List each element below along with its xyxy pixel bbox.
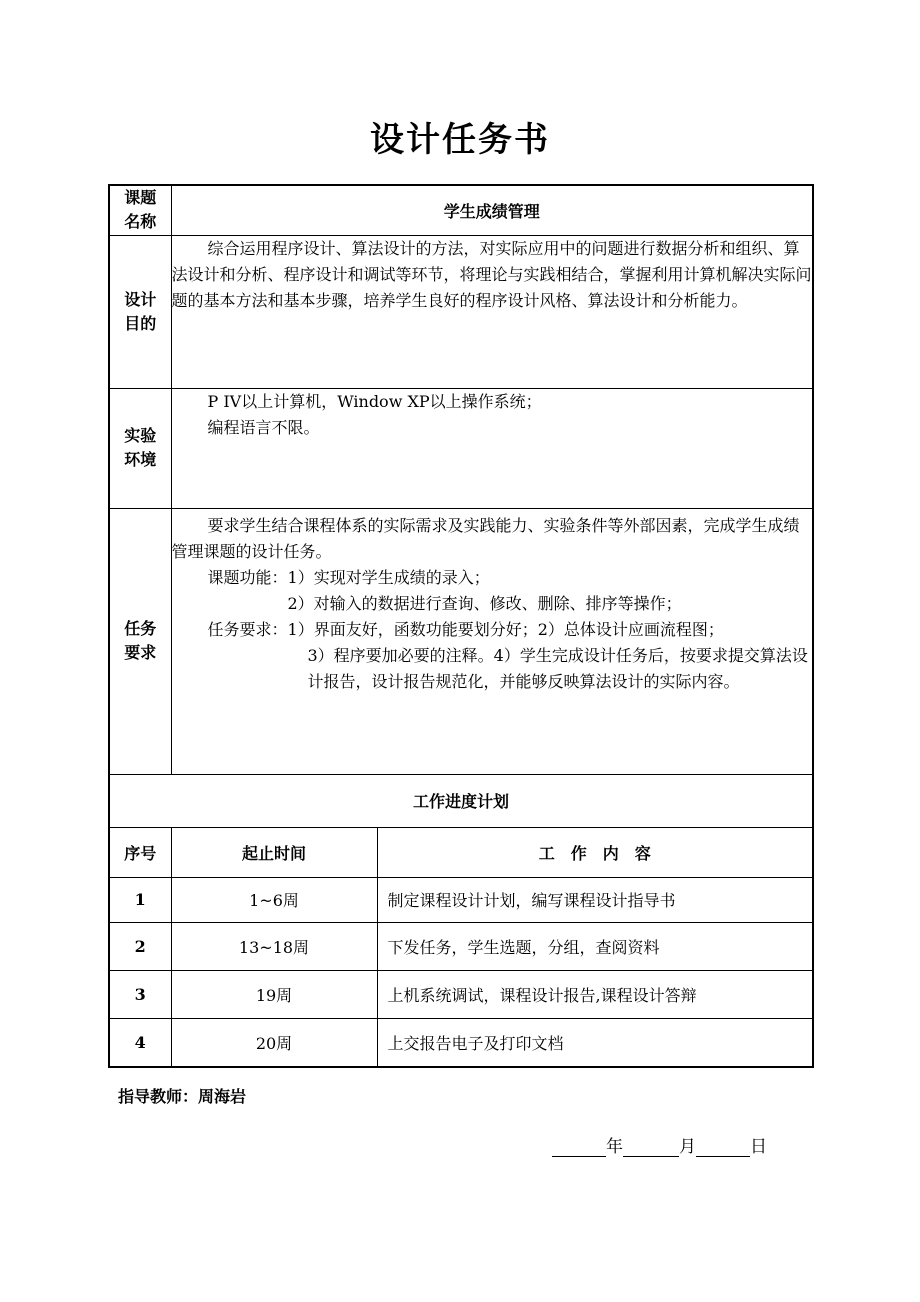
row-no: 3 (109, 970, 171, 1018)
topic-row (109, 185, 813, 235)
page-title: 设计任务书 (370, 120, 550, 160)
table-row (109, 1018, 813, 1067)
purpose-label: 设计目的 (124, 289, 157, 333)
purpose-row (109, 235, 813, 388)
row-content: 上交报告电子及打印文档 (377, 1018, 813, 1067)
environment-label: 实验环境 (124, 426, 157, 469)
requirement-line-1 (172, 617, 813, 643)
day-blank (696, 1138, 750, 1157)
row-no: 2 (109, 922, 171, 970)
requirements-row (109, 508, 813, 774)
schedule-header-row (109, 827, 813, 877)
row-content: 上机系统调试，课程设计报告,课程设计答辩 (377, 970, 813, 1018)
year-blank (552, 1138, 606, 1157)
environment-row (109, 388, 813, 508)
month-blank (623, 1138, 679, 1157)
task-table (108, 184, 814, 1068)
row-time: 19周 (171, 970, 377, 1018)
purpose-cell (171, 235, 813, 388)
row-time: 1~6周 (171, 877, 377, 922)
teacher-signature: 指导教师：周海岩 (118, 1087, 247, 1106)
row-time: 20周 (171, 1018, 377, 1067)
schedule-title: 工作进度计划 (109, 774, 813, 827)
header-no: 序号 (109, 827, 171, 877)
table-row (109, 877, 813, 922)
header-time: 起止时间 (171, 827, 377, 877)
requirements-label-cell (109, 508, 171, 774)
row-no: 4 (109, 1018, 171, 1067)
table-row (109, 970, 813, 1018)
row-no: 1 (109, 877, 171, 922)
purpose-text: 综合运用程序设计、算法设计的方法，对实际应用中的问题进行数据分析和组织、算法设计和分析、程序设计和调试等环节，将理论与实践相结合，掌握利用计算机解决实际问题的基本方法和基本步骤，培养学生良好的程序设计风格、算法设计和分析能力。 (171, 238, 812, 310)
day-label: 日 (750, 1137, 767, 1157)
purpose-label-cell (109, 235, 171, 388)
year-label: 年 (606, 1137, 623, 1157)
function-item-1: 1）实现对学生成绩的录入； (287, 567, 490, 587)
requirements-intro: 要求学生结合课程体系的实际需求及实践能力、实验条件等外部因素，完成学生成绩管理课题的设计任务。 (171, 515, 800, 561)
environment-cell (171, 388, 813, 508)
function-label: 课题功能： (207, 567, 288, 587)
month-label: 月 (679, 1137, 696, 1157)
environment-line-1: P IV以上计算机，Window XP以上操作系统； (207, 391, 542, 411)
topic-value: 学生成绩管理 (171, 185, 813, 235)
requirement-label: 任务要求： (207, 619, 288, 639)
function-item-2: 2）对输入的数据进行查询、修改、删除、排序等操作； (287, 593, 682, 613)
topic-label: 课题名称 (124, 188, 157, 232)
environment-label-cell (109, 388, 171, 508)
row-content: 下发任务，学生选题，分组，查阅资料 (377, 922, 813, 970)
requirements-cell (171, 508, 813, 774)
function-line-1 (172, 565, 813, 591)
schedule-title-row (109, 774, 813, 827)
header-content: 工 作 内 容 (377, 827, 813, 877)
requirement-item-2: 3）程序要加必要的注释。4）学生完成设计任务后，按要求提交算法设计报告，设计报告规范化，并能够反映算法设计的实际内容。 (307, 645, 808, 691)
date-line (552, 1132, 767, 1157)
environment-line-2: 编程语言不限。 (207, 417, 320, 437)
table-row (109, 922, 813, 970)
row-time: 13~18周 (171, 922, 377, 970)
requirements-label: 任务要求 (124, 619, 157, 662)
row-content: 制定课程设计计划，编写课程设计指导书 (377, 877, 813, 922)
topic-label-cell (109, 185, 171, 235)
requirement-item-1: 1）界面友好，函数功能要划分好；2）总体设计应画流程图； (287, 619, 724, 639)
